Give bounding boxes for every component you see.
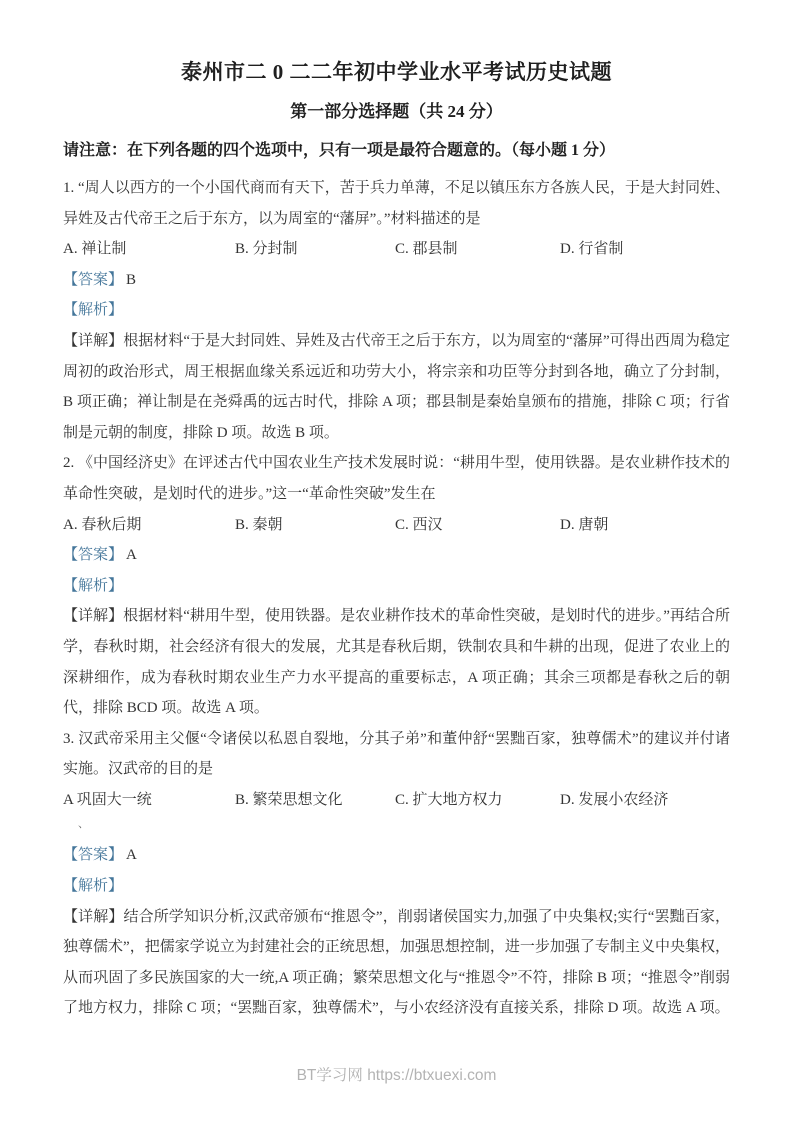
analysis-label: 【解析】 xyxy=(63,577,124,594)
detail-label: 【详解】 xyxy=(63,908,124,925)
question-1-answer-line xyxy=(63,265,730,296)
question-3-options xyxy=(63,785,730,816)
analysis-label: 【解析】 xyxy=(63,878,124,895)
stray-mark: 、 xyxy=(78,818,89,831)
question-1-analysis-line xyxy=(63,295,730,326)
question-1-option-b: B. 分封制 xyxy=(235,241,298,258)
question-3-stem: 3. 汉武帝采用主父偃“令诸侯以私恩自裂地，分其子弟”和董仲舒“罢黜百家，独尊儒术”的建议并付诸实施。汉武帝的目的是 xyxy=(63,730,730,778)
answer-label: 【答案】 xyxy=(63,547,124,564)
answer-label: 【答案】 xyxy=(63,847,124,864)
question-2-analysis-line xyxy=(63,571,730,602)
question-2-answer-line xyxy=(63,540,730,571)
question-3-option-d: D. 发展小农经济 xyxy=(560,791,669,808)
question-2-option-b: B. 秦朝 xyxy=(235,516,283,533)
question-2-option-c: C. 西汉 xyxy=(395,516,443,533)
question-3-option-b: B. 繁荣思想文化 xyxy=(235,791,343,808)
question-3-answer-value: A xyxy=(126,847,137,864)
question-1-option-d: D. 行省制 xyxy=(560,241,624,258)
question-1-options xyxy=(63,234,730,265)
question-3-option-a: A 巩固大一统 xyxy=(63,791,152,808)
question-2-detail-text: 根据材料“耕用牛型，使用铁器。是农业耕作技术的革命性突破，是划时代的进步。”再结合所学，春秋时期，社会经济有很大的发展，尤其是春秋后期，铁制农具和牛耕的出现，促进了农业上的深耕细作，成为春秋时期农业生产力水平提高的重要标志，A 项正确；其余三项都是春秋之后的朝代，排除 BCD 项。故选 A 项。 xyxy=(63,608,730,717)
question-3-detail-text: 结合所学知识分析,汉武帝颁布“推恩令”，削弱诸侯国实力,加强了中央集权;实行“罢黜百家，独尊儒术”，把儒家学说立为封建社会的正统思想，加强思想控制，进一步加强了专制主义中央集权，从而巩固了多民族国家的大一统,A 项正确；繁荣思想文化与“推恩令”不符，排除 B 项；“推恩令”削弱了地方权力，排除 C 项；“罢黜百家，独尊儒术”，与小农经济没有直接关系，排除 D 项。故选 A 项。 xyxy=(63,908,730,1017)
question-1-option-a: A. 禅让制 xyxy=(63,241,127,258)
section-heading: 第一部分选择题（共 24 分） xyxy=(290,102,503,121)
question-2-detail xyxy=(63,601,730,723)
question-2-answer-value: A xyxy=(126,547,137,564)
question-1-detail-text: 根据材料“于是大封同姓、异姓及古代帝王之后于东方，以为周室的“藩屏”可得出西周为稳定周初的政治形式，周王根据血缘关系远近和功劳大小，将宗亲和功臣等分封到各地，确立了分封制，B 项正确；禅让制是在尧舜禹的远古时代，排除 A 项；郡县制是秦始皇颁布的措施，排除 C 项；行省制是元朝的制度，排除 D 项。故选 B 项。 xyxy=(63,332,730,441)
answer-label: 【答案】 xyxy=(63,271,124,288)
detail-label: 【详解】 xyxy=(63,332,124,349)
question-2-option-d: D. 唐朝 xyxy=(560,516,609,533)
question-1 xyxy=(63,173,730,448)
question-1-answer-value: B xyxy=(126,271,137,288)
question-1-option-c: C. 郡县制 xyxy=(395,241,458,258)
question-3-option-c: C. 扩大地方权力 xyxy=(395,791,503,808)
question-3-analysis-line xyxy=(63,871,730,902)
analysis-label: 【解析】 xyxy=(63,302,124,319)
question-1-detail xyxy=(63,326,730,448)
question-3-detail xyxy=(63,902,730,1024)
question-1-stem: 1. “周人以西方的一个小国代商而有天下，苦于兵力单薄，不足以镇压东方各族人民，于是大封同姓、异姓及古代帝王之后于东方，以为周室的“藩屏”。”材料描述的是 xyxy=(63,180,730,227)
question-2-option-a: A. 春秋后期 xyxy=(63,516,142,533)
question-3 xyxy=(63,724,730,1024)
question-2-options xyxy=(63,510,730,541)
footer-watermark xyxy=(0,1063,793,1085)
page-title: 泰州市二 0 二二年初中学业水平考试历史试题 xyxy=(181,60,612,84)
question-2 xyxy=(63,448,730,723)
footer-watermark-text: BT学习网 https://btxuexi.com xyxy=(296,1067,497,1084)
exam-notice: 请注意：在下列各题的四个选项中，只有一项是最符合题意的。（每小题 1 分） xyxy=(63,142,616,159)
detail-label: 【详解】 xyxy=(63,608,124,625)
question-3-answer-line xyxy=(63,840,730,871)
question-2-stem: 2. 《中国经济史》在评述古代中国农业生产技术发展时说：“耕用牛型，使用铁器。是农业耕作技术的革命性突破，是划时代的进步。”这一“革命性突破”发生在 xyxy=(63,455,730,502)
